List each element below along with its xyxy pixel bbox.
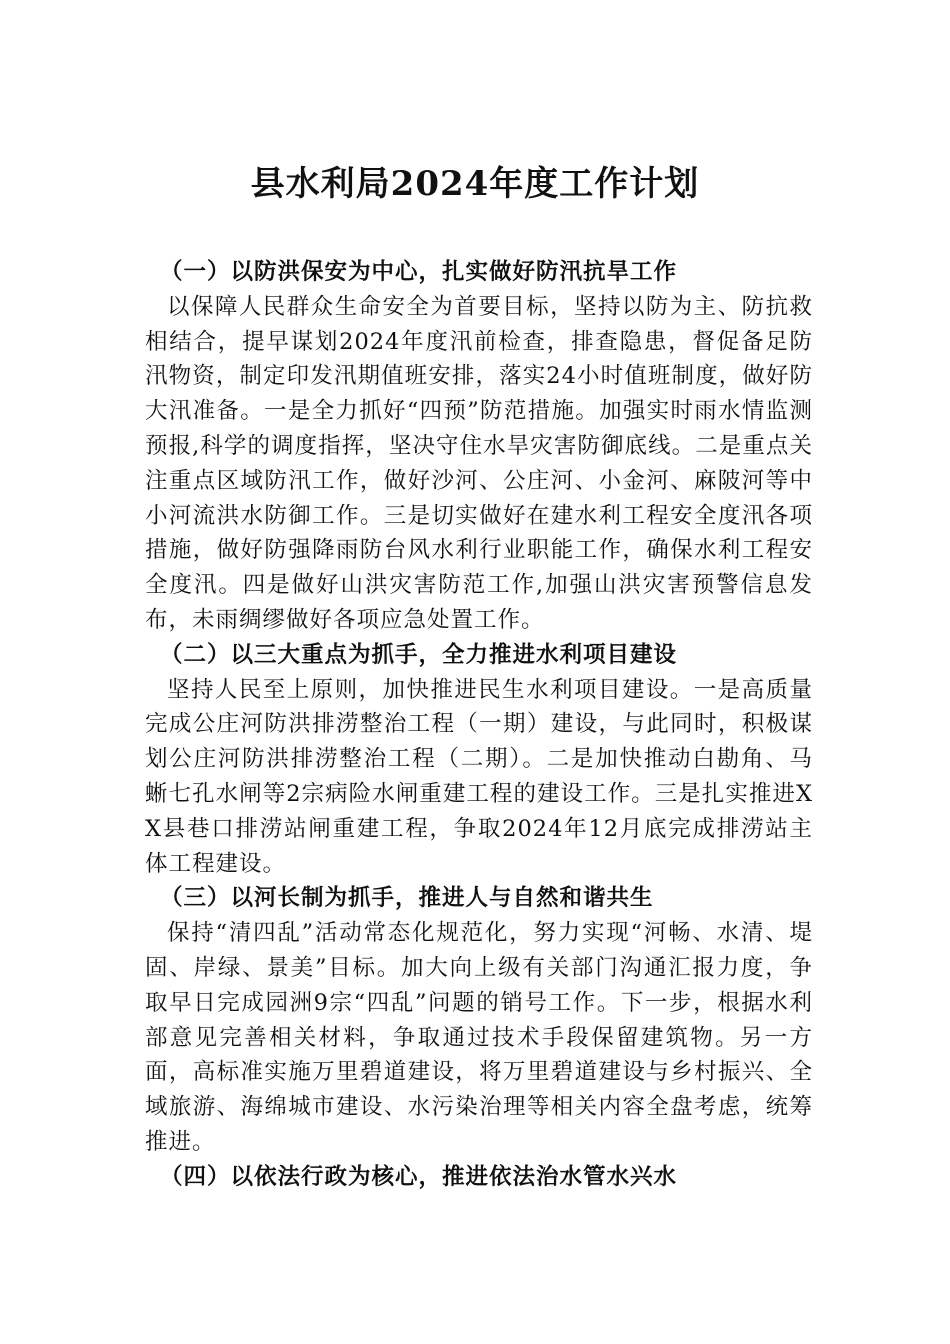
section-4-heading: （四）以依法行政为核心，推进依法治水管水兴水 <box>160 1163 678 1190</box>
section-1-heading: （一）以防洪保安为中心，扎实做好防汛抗旱工作 <box>160 259 678 285</box>
section-2-heading: （二）以三大重点为抓手，全力推进水利项目建设 <box>160 641 678 668</box>
section-1-paragraph: 以保障人民群众生命安全为首要目标，坚持以防为主、防抗救相结合，提早谋划2024年度汛前检查，排查隐患，督促备足防汛物资，制定印发汛期值班安排，落实24小时值班制度，做好防大汛准备。一是全力抓好“四预”防范措施。加强实时雨水情监测预报,科学的调度指挥，坚决守住水旱灾害防御底线。二是重点关注重点区域防汛工作，做好沙河、公庄河、小金河、麻陂河等中小河流洪水防御工作。三是切实做好在建水利工程安全度汛各项措施，做好防强降雨防台风水利行业职能工作，确保水利工程安全度汛。四是做好山洪灾害防范工作,加强山洪灾害预警信息发布，未雨绸缪做好各项应急处置工作。 <box>145 293 813 633</box>
section-3-heading: （三）以河长制为抓手，推进人与自然和谐共生 <box>160 885 654 912</box>
document-body <box>145 255 813 1195</box>
section-3-paragraph: 保持“清四乱”活动常态化规范化，努力实现“河畅、水清、堤固、岸绿、景美”目标。加大向上级有关部门沟通汇报力度，争取早日完成园洲9宗“四乱”问题的销号工作。下一步，根据水利部意见完善相关材料，争取通过技术手段保留建筑物。另一方面，高标准实施万里碧道建设，将万里碧道建设与乡村振兴、全域旅游、海绵城市建设、水污染治理等相关内容全盘考虑，统筹推进。 <box>145 920 813 1155</box>
section-2-paragraph: 坚持人民至上原则，加快推进民生水利项目建设。一是高质量完成公庄河防洪排涝整治工程（一期）建设，与此同时，积极谋划公庄河防洪排涝整治工程（二期）。二是加快推动白勘角、马蜥七孔水闸等2宗病险水闸重建工程的建设工作。三是扎实推进XX县巷口排涝站闸重建工程，争取2024年12月底完成排涝站主体工程建设。 <box>145 676 813 877</box>
document-title: 县水利局2024年度工作计划 <box>250 164 700 204</box>
